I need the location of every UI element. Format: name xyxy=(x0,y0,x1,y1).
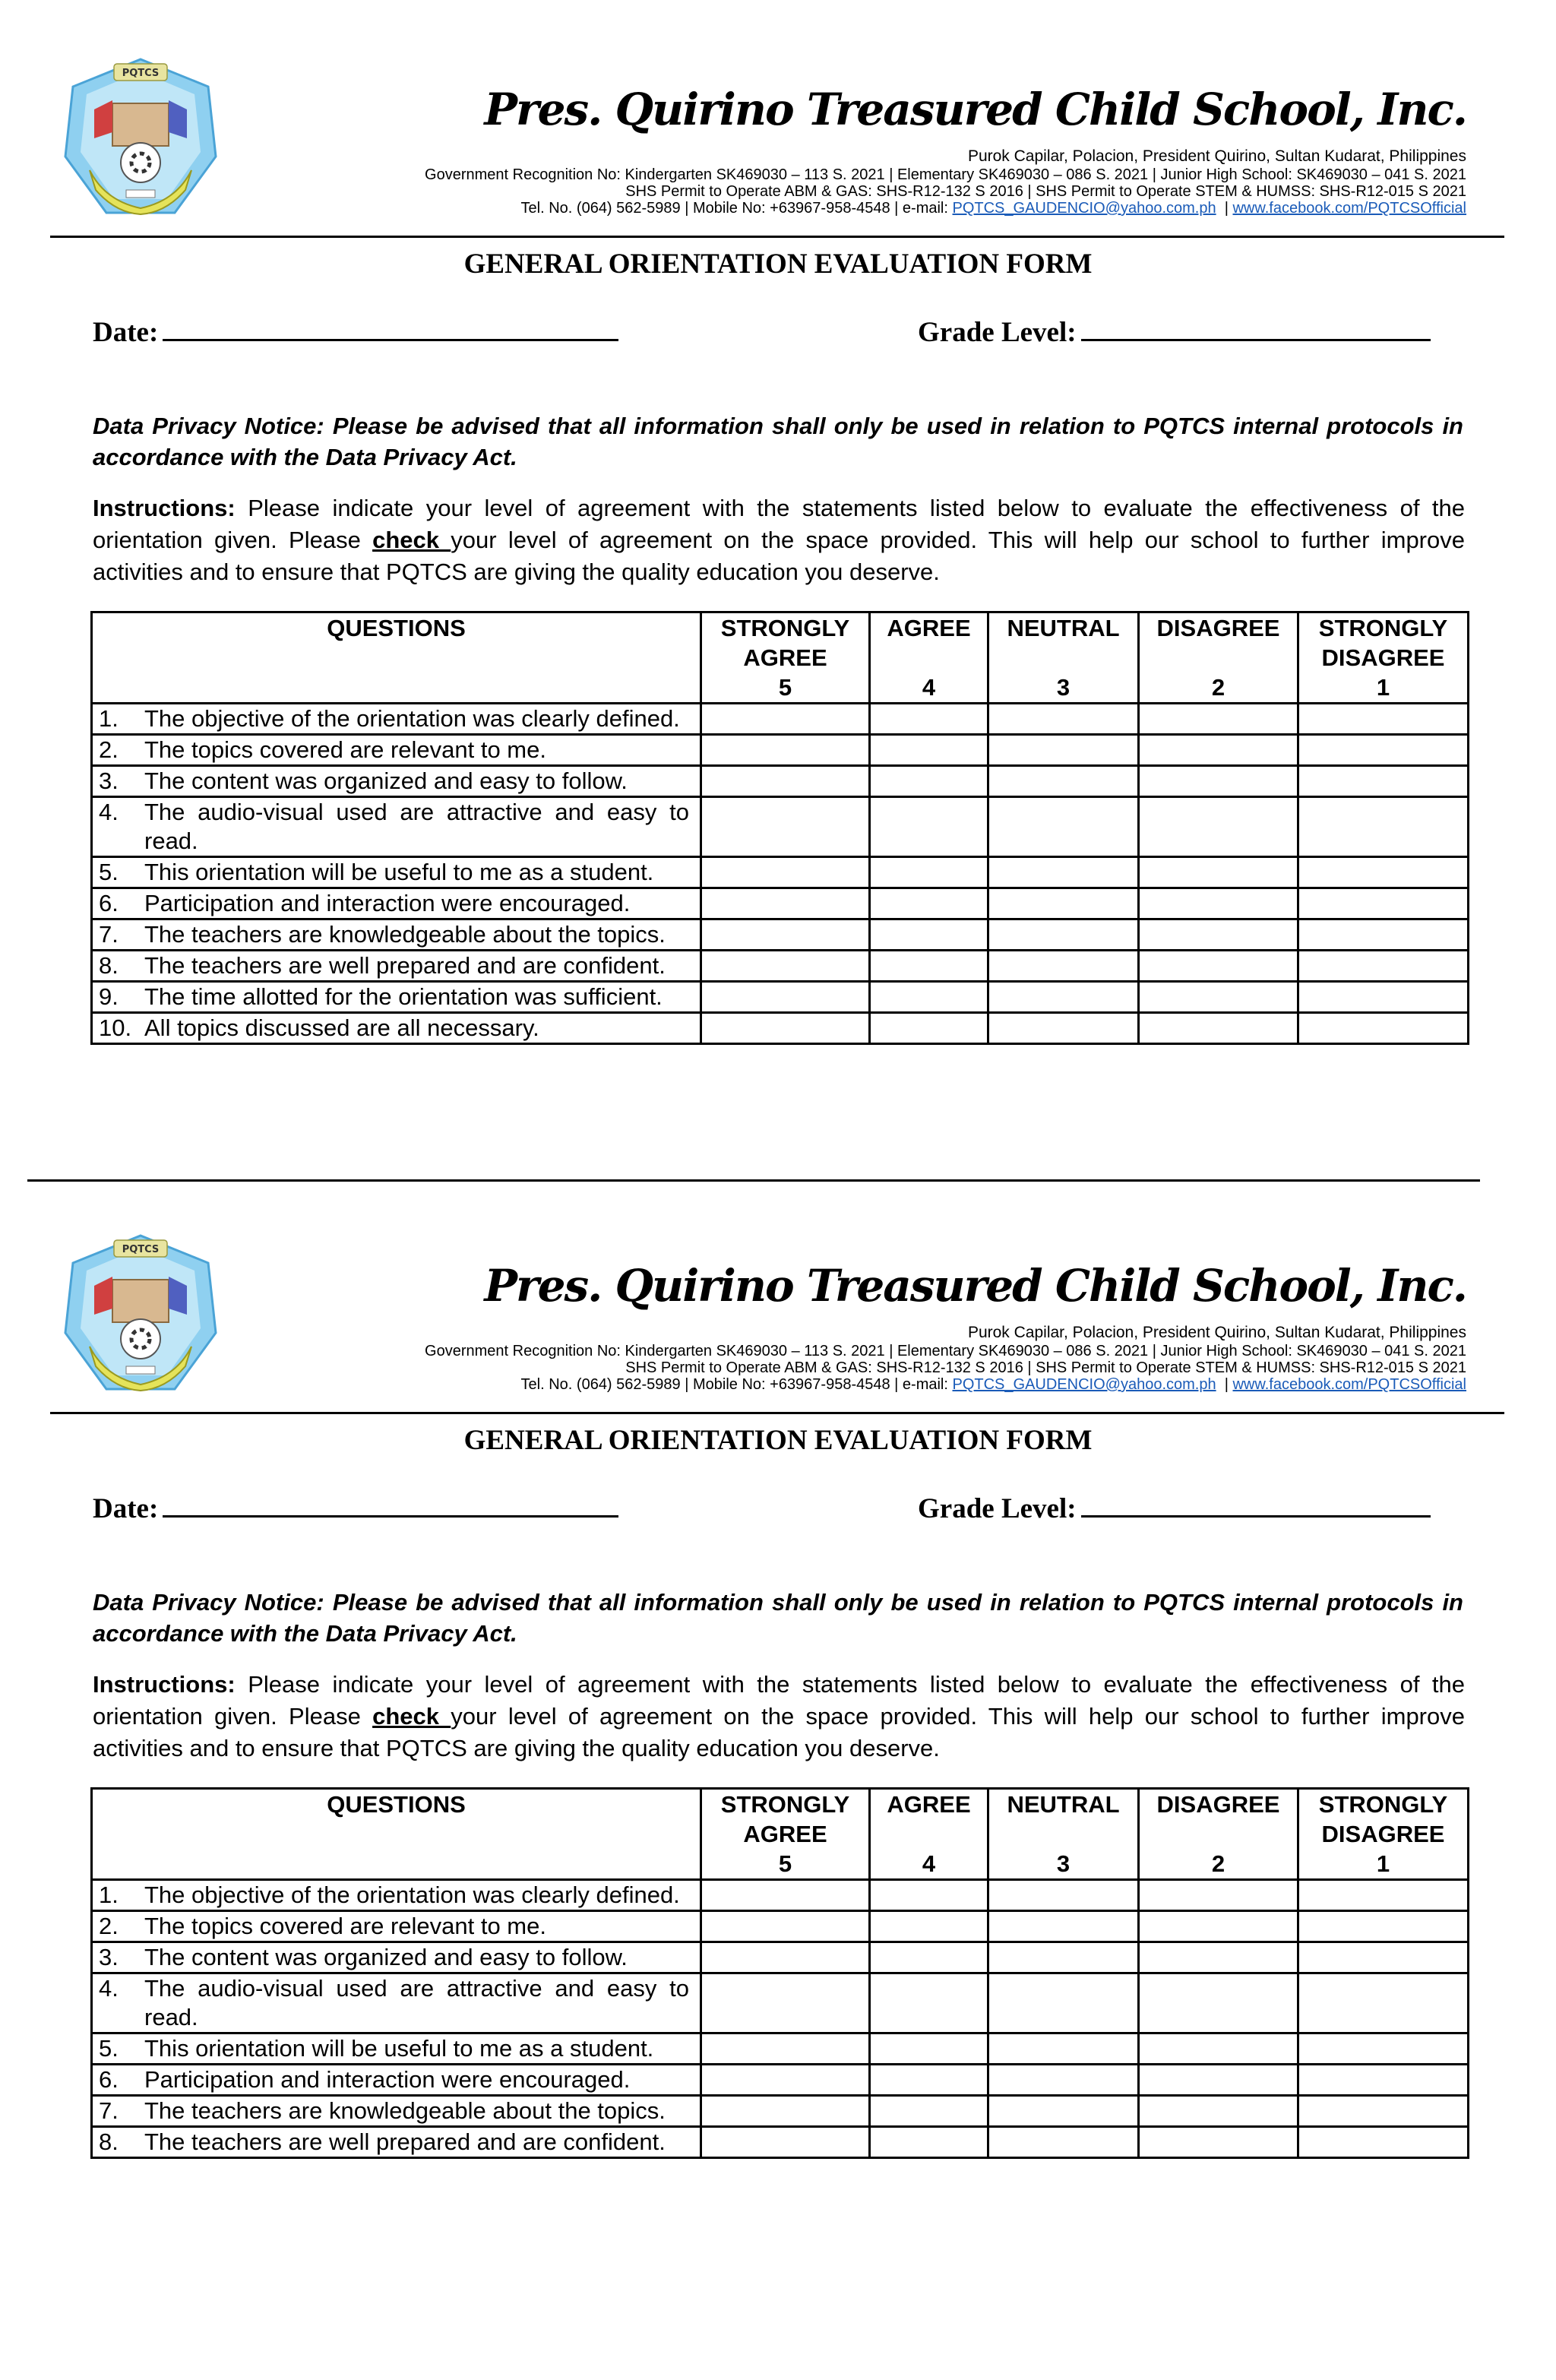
instructions xyxy=(93,492,1465,588)
instructions xyxy=(93,1669,1465,1764)
rating-cell-4[interactable] xyxy=(870,919,988,951)
col-header-strongly-agree: STRONGLY AGREE 5 xyxy=(701,1789,870,1880)
svg-text:PQTCS: PQTCS xyxy=(122,68,160,79)
school-logo-icon xyxy=(59,1233,222,1395)
table-row xyxy=(92,919,1469,951)
school-name: Pres. Quirino Treasured Child School, Inc. xyxy=(484,84,1466,135)
form-separator xyxy=(27,1179,1480,1182)
table-row xyxy=(92,857,1469,888)
question-cell: 7. The teachers are knowledgeable about the topics. xyxy=(92,919,701,951)
table-row xyxy=(92,766,1469,797)
col-header-questions: QUESTIONS xyxy=(92,1789,701,1880)
rating-cell-3[interactable] xyxy=(988,1911,1139,1942)
rating-cell-5[interactable] xyxy=(701,797,870,857)
date-label: Date: xyxy=(93,317,159,348)
question-cell: 8. The teachers are well prepared and are confident. xyxy=(92,951,701,982)
rating-cell-1[interactable] xyxy=(1298,888,1469,919)
contact-line xyxy=(425,1376,1466,1393)
separator: | xyxy=(1224,1376,1229,1393)
rating-cell-1[interactable] xyxy=(1298,1013,1469,1044)
grade-level-blank[interactable] xyxy=(1081,313,1431,341)
rating-cell-4[interactable] xyxy=(870,704,988,735)
instructions-text-1: Please indicate your level of agreement with the statements listed below to evaluate the effectiveness of the orientation given. Please xyxy=(93,495,1465,553)
col-header-disagree: DISAGREE 2 xyxy=(1139,612,1298,704)
rating-cell-3[interactable] xyxy=(988,888,1139,919)
rating-cell-4[interactable] xyxy=(870,982,988,1013)
rating-cell-1[interactable] xyxy=(1298,1973,1469,2033)
instructions-label: Instructions: xyxy=(93,1671,236,1698)
rating-cell-4[interactable] xyxy=(870,2065,988,2096)
privacy-notice: Data Privacy Notice: Please be advised that all information shall only be used in relation to PQTCS internal protocols in accordance with the Data Privacy Act. xyxy=(93,1589,1463,1647)
facebook-link[interactable]: www.facebook.com/PQTCSOfficial xyxy=(1232,200,1466,217)
rating-cell-2[interactable] xyxy=(1139,766,1298,797)
rating-cell-4[interactable] xyxy=(870,857,988,888)
grade-level-field xyxy=(918,313,1431,349)
grade-level-blank[interactable] xyxy=(1081,1489,1431,1518)
question-cell: 5. This orientation will be useful to me as a student. xyxy=(92,2033,701,2065)
rating-cell-2[interactable] xyxy=(1139,888,1298,919)
header-divider xyxy=(50,236,1504,238)
rating-cell-3[interactable] xyxy=(988,2033,1139,2065)
rating-cell-4[interactable] xyxy=(870,1911,988,1942)
rating-cell-3[interactable] xyxy=(988,919,1139,951)
col-header-questions: QUESTIONS xyxy=(92,612,701,704)
instructions-check-word: check xyxy=(372,1703,451,1730)
rating-cell-4[interactable] xyxy=(870,1973,988,2033)
rating-cell-5[interactable] xyxy=(701,735,870,766)
col-header-disagree: DISAGREE 2 xyxy=(1139,1789,1298,1880)
contact-line xyxy=(425,200,1466,217)
table-row xyxy=(92,1942,1469,1973)
rating-cell-2[interactable] xyxy=(1139,2033,1298,2065)
rating-cell-1[interactable] xyxy=(1298,2065,1469,2096)
rating-cell-3[interactable] xyxy=(988,704,1139,735)
question-cell: 3. The content was organized and easy to follow. xyxy=(92,1942,701,1973)
date-label: Date: xyxy=(93,1493,159,1524)
rating-cell-5[interactable] xyxy=(701,2127,870,2158)
school-name: Pres. Quirino Treasured Child School, Inc. xyxy=(484,1260,1466,1312)
question-cell: 7. The teachers are knowledgeable about the topics. xyxy=(92,2096,701,2127)
rating-cell-5[interactable] xyxy=(701,2033,870,2065)
rating-cell-3[interactable] xyxy=(988,857,1139,888)
rating-cell-4[interactable] xyxy=(870,951,988,982)
col-header-neutral: NEUTRAL 3 xyxy=(988,1789,1139,1880)
rating-cell-4[interactable] xyxy=(870,766,988,797)
question-cell: 1. The objective of the orientation was clearly defined. xyxy=(92,704,701,735)
table-row xyxy=(92,888,1469,919)
form-title: GENERAL ORIENTATION EVALUATION FORM xyxy=(463,1425,1093,1456)
rating-cell-1[interactable] xyxy=(1298,797,1469,857)
table-header-row xyxy=(92,1789,1469,1880)
shs-permit: SHS Permit to Operate ABM & GAS: SHS-R12-132 S 2016 | SHS Permit to Operate STEM & HUMSS: SHS-R12-015 S 2021 xyxy=(625,1359,1466,1376)
rating-cell-5[interactable] xyxy=(701,857,870,888)
rating-cell-1[interactable] xyxy=(1298,982,1469,1013)
rating-cell-3[interactable] xyxy=(988,1973,1139,2033)
table-row xyxy=(92,1013,1469,1044)
rating-cell-4[interactable] xyxy=(870,2127,988,2158)
rating-cell-5[interactable] xyxy=(701,1973,870,2033)
table-row xyxy=(92,1911,1469,1942)
contact-numbers: Tel. No. (064) 562-5989 | Mobile No: +63967-958-4548 | e-mail: xyxy=(520,200,948,217)
col-header-agree: AGREE 4 xyxy=(870,612,988,704)
government-recognition: Government Recognition No: Kindergarten SK469030 – 113 S. 2021 | Elementary SK469030 – 086 S. 2021 | Junior High School: SK469030 – 041 S. 2021 xyxy=(425,1343,1466,1359)
rating-cell-3[interactable] xyxy=(988,1013,1139,1044)
rating-cell-5[interactable] xyxy=(701,766,870,797)
table-row xyxy=(92,704,1469,735)
instructions-text-2: your level of agreement on the space provided. This will help our school to further improve activities and to ensure that PQTCS are giving the quality education you deserve. xyxy=(93,527,1465,585)
question-cell: 2. The topics covered are relevant to me. xyxy=(92,1911,701,1942)
table-row xyxy=(92,735,1469,766)
school-contact-block xyxy=(425,1322,1466,1393)
rating-cell-4[interactable] xyxy=(870,1013,988,1044)
question-cell: 3. The content was organized and easy to follow. xyxy=(92,766,701,797)
rating-cell-5[interactable] xyxy=(701,2065,870,2096)
svg-text:PQTCS: PQTCS xyxy=(122,1244,160,1255)
rating-cell-1[interactable] xyxy=(1298,919,1469,951)
table-row xyxy=(92,951,1469,982)
facebook-link[interactable]: www.facebook.com/PQTCSOfficial xyxy=(1232,1376,1466,1393)
instructions-label: Instructions: xyxy=(93,495,236,521)
rating-cell-1[interactable] xyxy=(1298,766,1469,797)
rating-cell-2[interactable] xyxy=(1139,1013,1298,1044)
rating-cell-2[interactable] xyxy=(1139,982,1298,1013)
form-title: GENERAL ORIENTATION EVALUATION FORM xyxy=(463,248,1093,280)
table-row xyxy=(92,1973,1469,2033)
rating-cell-5[interactable] xyxy=(701,1013,870,1044)
question-cell: 8. The teachers are well prepared and are confident. xyxy=(92,2127,701,2158)
rating-cell-2[interactable] xyxy=(1139,1911,1298,1942)
rating-cell-3[interactable] xyxy=(988,797,1139,857)
contact-numbers: Tel. No. (064) 562-5989 | Mobile No: +63967-958-4548 | e-mail: xyxy=(520,1376,948,1393)
table-row xyxy=(92,1880,1469,1911)
school-contact-block xyxy=(425,146,1466,217)
school-address: Purok Capilar, Polacion, President Quirino, Sultan Kudarat, Philippines xyxy=(967,147,1466,165)
table-row xyxy=(92,982,1469,1013)
grade-level-label: Grade Level: xyxy=(918,317,1077,348)
school-logo-icon xyxy=(59,56,222,219)
school-address: Purok Capilar, Polacion, President Quirino, Sultan Kudarat, Philippines xyxy=(967,1324,1466,1341)
rating-cell-3[interactable] xyxy=(988,1880,1139,1911)
rating-cell-5[interactable] xyxy=(701,919,870,951)
rating-cell-5[interactable] xyxy=(701,982,870,1013)
header-divider xyxy=(50,1412,1504,1414)
rating-cell-2[interactable] xyxy=(1139,2065,1298,2096)
table-row xyxy=(92,2033,1469,2065)
grade-level-field xyxy=(918,1489,1431,1525)
table-header-row xyxy=(92,612,1469,704)
rating-cell-4[interactable] xyxy=(870,2033,988,2065)
table-row xyxy=(92,2065,1469,2096)
rating-cell-2[interactable] xyxy=(1139,857,1298,888)
rating-cell-5[interactable] xyxy=(701,1880,870,1911)
question-cell: 1. The objective of the orientation was clearly defined. xyxy=(92,1880,701,1911)
rating-cell-5[interactable] xyxy=(701,2096,870,2127)
rating-cell-3[interactable] xyxy=(988,2127,1139,2158)
rating-cell-5[interactable] xyxy=(701,951,870,982)
rating-cell-2[interactable] xyxy=(1139,735,1298,766)
col-header-strongly-disagree: STRONGLY DISAGREE 1 xyxy=(1298,612,1469,704)
rating-cell-5[interactable] xyxy=(701,704,870,735)
rating-cell-2[interactable] xyxy=(1139,919,1298,951)
table-row xyxy=(92,797,1469,857)
government-recognition: Government Recognition No: Kindergarten SK469030 – 113 S. 2021 | Elementary SK469030 – 086 S. 2021 | Junior High School: SK469030 – 041 S. 2021 xyxy=(425,166,1466,183)
question-cell: 6. Participation and interaction were encouraged. xyxy=(92,888,701,919)
table-row xyxy=(92,2127,1469,2158)
evaluation-table xyxy=(90,1787,1469,2159)
col-header-strongly-agree: STRONGLY AGREE 5 xyxy=(701,612,870,704)
rating-cell-1[interactable] xyxy=(1298,2127,1469,2158)
question-cell: 6. Participation and interaction were encouraged. xyxy=(92,2065,701,2096)
question-cell: 5. This orientation will be useful to me as a student. xyxy=(92,857,701,888)
separator: | xyxy=(1224,200,1229,217)
grade-level-label: Grade Level: xyxy=(918,1493,1077,1524)
rating-cell-4[interactable] xyxy=(870,1880,988,1911)
table-row xyxy=(92,2096,1469,2127)
rating-cell-2[interactable] xyxy=(1139,951,1298,982)
shs-permit: SHS Permit to Operate ABM & GAS: SHS-R12-132 S 2016 | SHS Permit to Operate STEM & HUMSS: SHS-R12-015 S 2021 xyxy=(625,183,1466,200)
rating-cell-5[interactable] xyxy=(701,1911,870,1942)
instructions-text-1: Please indicate your level of agreement with the statements listed below to evaluate the effectiveness of the orientation given. Please xyxy=(93,1671,1465,1730)
date-field xyxy=(93,313,618,349)
rating-cell-3[interactable] xyxy=(988,735,1139,766)
evaluation-table xyxy=(90,611,1469,1045)
rating-cell-5[interactable] xyxy=(701,888,870,919)
rating-cell-3[interactable] xyxy=(988,982,1139,1013)
instructions-text-2: your level of agreement on the space provided. This will help our school to further improve activities and to ensure that PQTCS are giving the quality education you deserve. xyxy=(93,1703,1465,1761)
rating-cell-4[interactable] xyxy=(870,735,988,766)
rating-cell-3[interactable] xyxy=(988,2065,1139,2096)
rating-cell-1[interactable] xyxy=(1298,2096,1469,2127)
rating-cell-2[interactable] xyxy=(1139,1973,1298,2033)
date-blank[interactable] xyxy=(163,313,618,341)
rating-cell-1[interactable] xyxy=(1298,1880,1469,1911)
col-header-neutral: NEUTRAL 3 xyxy=(988,612,1139,704)
date-blank[interactable] xyxy=(163,1489,618,1518)
email-link[interactable]: PQTCS_GAUDENCIO@yahoo.com.ph xyxy=(952,1376,1216,1393)
rating-cell-4[interactable] xyxy=(870,2096,988,2127)
rating-cell-3[interactable] xyxy=(988,766,1139,797)
rating-cell-2[interactable] xyxy=(1139,1880,1298,1911)
rating-cell-2[interactable] xyxy=(1139,2127,1298,2158)
rating-cell-1[interactable] xyxy=(1298,1911,1469,1942)
rating-cell-1[interactable] xyxy=(1298,704,1469,735)
rating-cell-2[interactable] xyxy=(1139,797,1298,857)
question-cell: 4. The audio-visual used are attractive and easy to read. xyxy=(92,1973,701,2033)
rating-cell-5[interactable] xyxy=(701,1942,870,1973)
rating-cell-4[interactable] xyxy=(870,1942,988,1973)
rating-cell-4[interactable] xyxy=(870,797,988,857)
privacy-notice: Data Privacy Notice: Please be advised that all information shall only be used in relation to PQTCS internal protocols in accordance with the Data Privacy Act. xyxy=(93,413,1463,470)
instructions-check-word: check xyxy=(372,527,451,553)
rating-cell-2[interactable] xyxy=(1139,704,1298,735)
question-cell: 10. All topics discussed are all necessary. xyxy=(92,1013,701,1044)
question-cell: 9. The time allotted for the orientation was sufficient. xyxy=(92,982,701,1013)
rating-cell-1[interactable] xyxy=(1298,857,1469,888)
col-header-agree: AGREE 4 xyxy=(870,1789,988,1880)
rating-cell-3[interactable] xyxy=(988,1942,1139,1973)
rating-cell-2[interactable] xyxy=(1139,2096,1298,2127)
rating-cell-1[interactable] xyxy=(1298,735,1469,766)
col-header-strongly-disagree: STRONGLY DISAGREE 1 xyxy=(1298,1789,1469,1880)
date-field xyxy=(93,1489,618,1525)
rating-cell-1[interactable] xyxy=(1298,951,1469,982)
rating-cell-2[interactable] xyxy=(1139,1942,1298,1973)
email-link[interactable]: PQTCS_GAUDENCIO@yahoo.com.ph xyxy=(952,200,1216,217)
question-cell: 2. The topics covered are relevant to me. xyxy=(92,735,701,766)
rating-cell-1[interactable] xyxy=(1298,2033,1469,2065)
rating-cell-3[interactable] xyxy=(988,951,1139,982)
rating-cell-1[interactable] xyxy=(1298,1942,1469,1973)
question-cell: 4. The audio-visual used are attractive and easy to read. xyxy=(92,797,701,857)
rating-cell-4[interactable] xyxy=(870,888,988,919)
rating-cell-3[interactable] xyxy=(988,2096,1139,2127)
